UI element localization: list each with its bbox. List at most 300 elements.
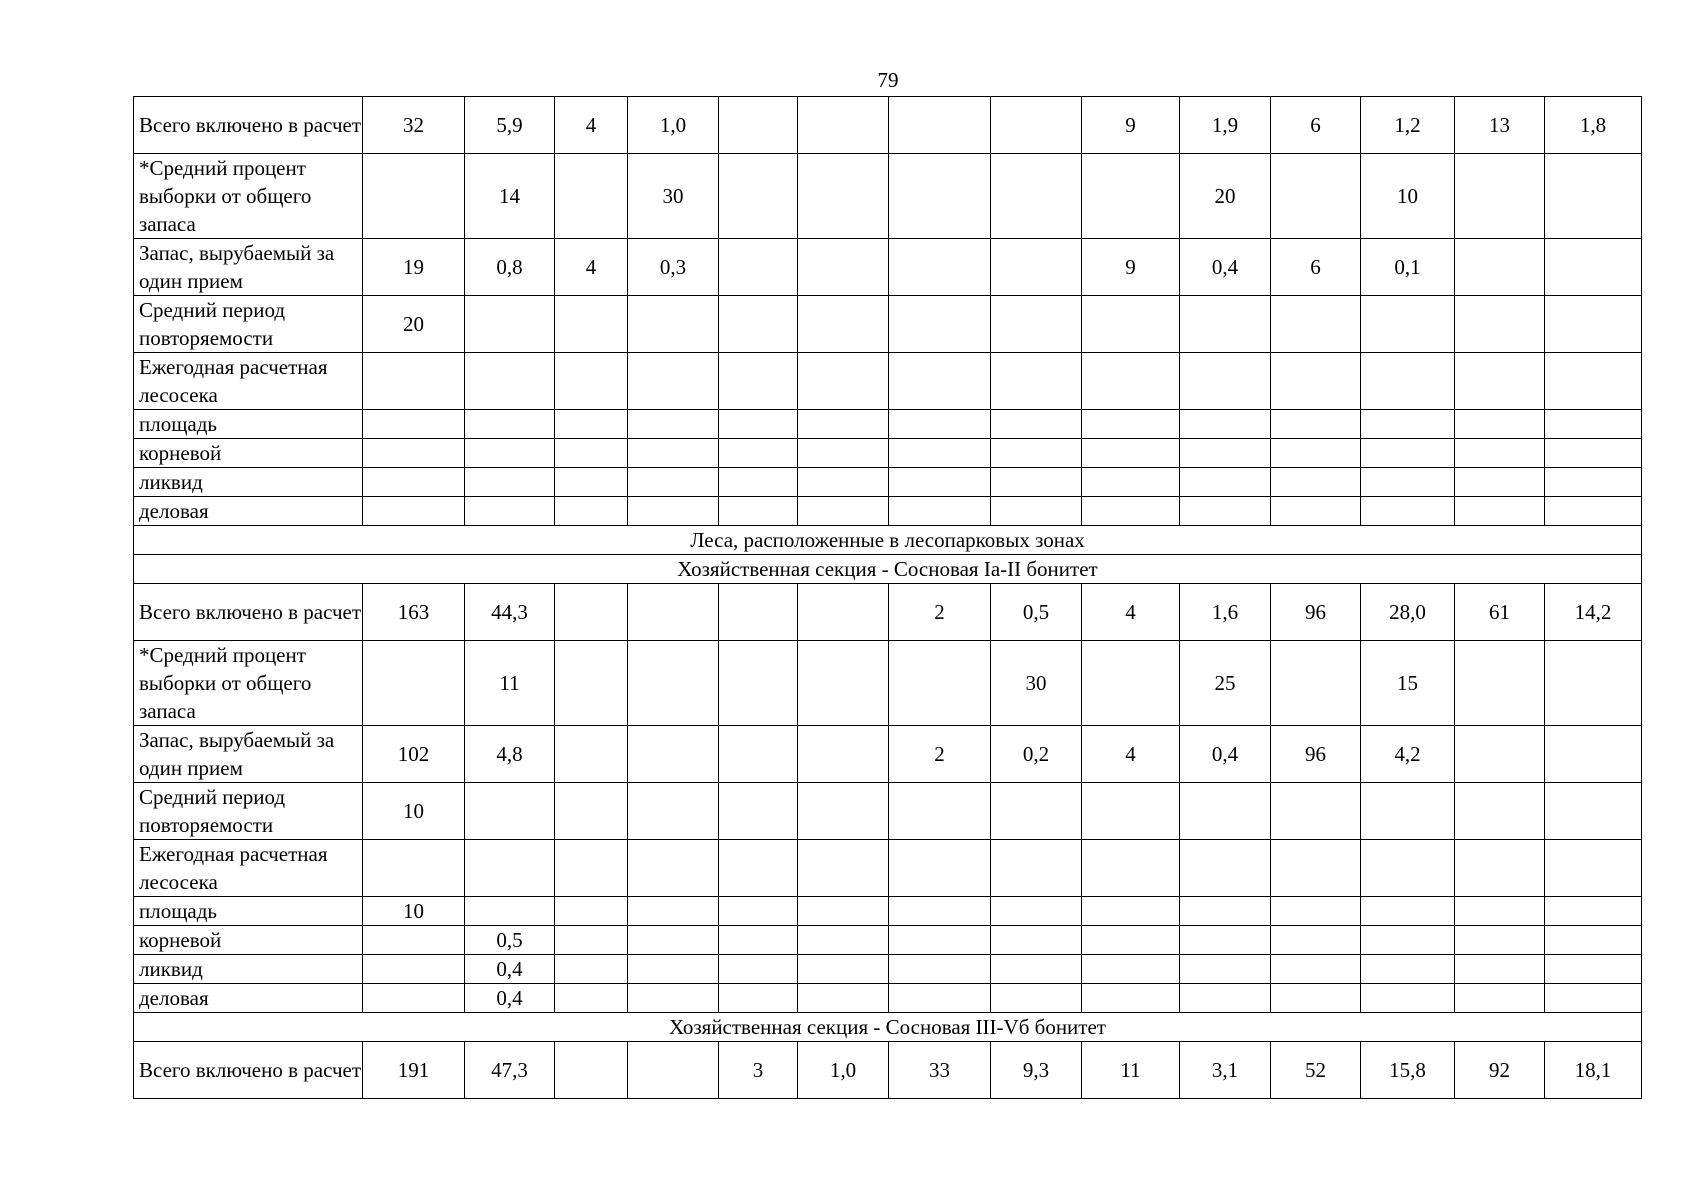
table-cell: 6 xyxy=(1271,97,1361,154)
table-cell xyxy=(798,410,889,439)
row-label: Ежегодная расчетная лесосека xyxy=(134,353,363,410)
table-cell: 61 xyxy=(1455,584,1545,641)
table-cell xyxy=(1361,840,1455,897)
section-row xyxy=(134,1013,1642,1042)
table-cell xyxy=(628,468,719,497)
table-cell xyxy=(555,897,628,926)
table-cell xyxy=(555,439,628,468)
table-cell: 19 xyxy=(363,239,465,296)
table-cell xyxy=(1545,353,1642,410)
table-cell xyxy=(1180,897,1271,926)
table-cell xyxy=(991,840,1082,897)
table-cell: 3,1 xyxy=(1180,1042,1271,1099)
table-cell xyxy=(628,641,719,726)
table-cell xyxy=(1180,439,1271,468)
table-cell: 1,9 xyxy=(1180,97,1271,154)
table-cell xyxy=(1545,239,1642,296)
table-cell xyxy=(1361,984,1455,1013)
table-cell xyxy=(1545,497,1642,526)
table-cell xyxy=(798,897,889,926)
table-cell xyxy=(555,783,628,840)
table-cell: 18,1 xyxy=(1545,1042,1642,1099)
table-cell: 1,8 xyxy=(1545,97,1642,154)
table-cell xyxy=(1271,439,1361,468)
table-cell xyxy=(798,926,889,955)
table-cell xyxy=(363,439,465,468)
table-cell xyxy=(555,726,628,783)
table-cell: 47,3 xyxy=(465,1042,555,1099)
section-row xyxy=(134,526,1642,555)
table-row xyxy=(134,497,1642,526)
table-cell: 15,8 xyxy=(1361,1042,1455,1099)
table-cell xyxy=(1271,955,1361,984)
table-cell xyxy=(555,1042,628,1099)
table-cell xyxy=(798,97,889,154)
table-cell xyxy=(628,497,719,526)
table-cell: 163 xyxy=(363,584,465,641)
table-cell xyxy=(798,783,889,840)
table-cell xyxy=(1455,783,1545,840)
table-cell xyxy=(889,154,991,239)
table-cell: 0,3 xyxy=(628,239,719,296)
table-cell xyxy=(465,439,555,468)
table-cell: 0,4 xyxy=(465,984,555,1013)
table-cell xyxy=(991,296,1082,353)
table-cell xyxy=(555,410,628,439)
table-cell xyxy=(363,497,465,526)
table-cell xyxy=(363,468,465,497)
table-cell xyxy=(555,984,628,1013)
row-label: деловая xyxy=(134,984,363,1013)
table-cell xyxy=(1082,984,1180,1013)
table-cell xyxy=(889,410,991,439)
table-row xyxy=(134,840,1642,897)
table-cell: 20 xyxy=(363,296,465,353)
table-cell xyxy=(555,497,628,526)
table-cell: 0,4 xyxy=(1180,726,1271,783)
forest-zone-heading: Леса, расположенные в лесопарковых зонах xyxy=(134,526,1642,555)
table-row xyxy=(134,353,1642,410)
table-cell xyxy=(628,353,719,410)
table-row xyxy=(134,154,1642,239)
table-cell: 11 xyxy=(465,641,555,726)
table-cell: 15 xyxy=(1361,641,1455,726)
table-cell xyxy=(991,353,1082,410)
table-cell: 4 xyxy=(555,97,628,154)
table-cell xyxy=(798,296,889,353)
table-cell xyxy=(555,840,628,897)
row-label: площадь xyxy=(134,410,363,439)
table-cell xyxy=(889,97,991,154)
table-cell xyxy=(1545,783,1642,840)
table-row xyxy=(134,1042,1642,1099)
table-cell xyxy=(1545,439,1642,468)
table-cell xyxy=(1180,497,1271,526)
table-row xyxy=(134,955,1642,984)
table-cell: 10 xyxy=(1361,154,1455,239)
table-cell: 0,5 xyxy=(991,584,1082,641)
table-cell: 1,0 xyxy=(628,97,719,154)
section-heading: Хозяйственная секция - Сосновая Ia-II бонитет xyxy=(134,555,1642,584)
table-cell xyxy=(363,410,465,439)
table-cell xyxy=(798,154,889,239)
table-cell xyxy=(1082,410,1180,439)
table-cell xyxy=(719,154,798,239)
table-cell xyxy=(1455,840,1545,897)
table-cell xyxy=(991,926,1082,955)
row-label: Ежегодная расчетная лесосека xyxy=(134,840,363,897)
table-cell xyxy=(1545,154,1642,239)
table-cell xyxy=(991,410,1082,439)
table-cell xyxy=(889,840,991,897)
table-cell xyxy=(1545,955,1642,984)
table-cell: 14,2 xyxy=(1545,584,1642,641)
table-cell xyxy=(1455,353,1545,410)
table-cell xyxy=(1361,897,1455,926)
table-cell xyxy=(628,410,719,439)
table-cell xyxy=(798,468,889,497)
table-cell xyxy=(798,353,889,410)
table-cell xyxy=(889,955,991,984)
row-label: ликвид xyxy=(134,955,363,984)
table-cell xyxy=(1082,353,1180,410)
table-cell xyxy=(1271,296,1361,353)
table-cell xyxy=(628,926,719,955)
table-cell xyxy=(1271,497,1361,526)
table-cell xyxy=(1455,296,1545,353)
table-cell xyxy=(719,955,798,984)
table-cell xyxy=(798,497,889,526)
table-cell xyxy=(719,840,798,897)
table-cell xyxy=(798,840,889,897)
table-cell: 92 xyxy=(1455,1042,1545,1099)
table-cell xyxy=(1082,955,1180,984)
table-row xyxy=(134,410,1642,439)
row-label: *Средний процент выборки от общего запаса xyxy=(134,641,363,726)
table-cell xyxy=(628,439,719,468)
table-cell xyxy=(719,783,798,840)
table-cell xyxy=(628,984,719,1013)
table-cell xyxy=(1545,726,1642,783)
table-cell: 9 xyxy=(1082,97,1180,154)
table-cell xyxy=(991,497,1082,526)
table-cell xyxy=(628,897,719,926)
row-label: корневой xyxy=(134,926,363,955)
table-cell xyxy=(991,897,1082,926)
table-cell xyxy=(1271,840,1361,897)
table-cell xyxy=(889,353,991,410)
table-cell: 52 xyxy=(1271,1042,1361,1099)
table-cell xyxy=(798,439,889,468)
row-label: Всего включено в расчет xyxy=(134,97,363,154)
table-cell xyxy=(628,1042,719,1099)
table-cell: 2 xyxy=(889,584,991,641)
table-cell xyxy=(1180,353,1271,410)
table-row xyxy=(134,439,1642,468)
table-cell xyxy=(1271,410,1361,439)
table-cell xyxy=(363,926,465,955)
table-cell: 4 xyxy=(1082,584,1180,641)
table-cell xyxy=(1082,840,1180,897)
table-cell xyxy=(798,584,889,641)
table-cell: 96 xyxy=(1271,726,1361,783)
table-cell xyxy=(465,897,555,926)
table-cell: 10 xyxy=(363,783,465,840)
table-cell xyxy=(1455,726,1545,783)
table-cell: 191 xyxy=(363,1042,465,1099)
table-row xyxy=(134,296,1642,353)
table-cell xyxy=(1455,897,1545,926)
row-label: деловая xyxy=(134,497,363,526)
table-cell: 13 xyxy=(1455,97,1545,154)
table-cell xyxy=(1271,984,1361,1013)
table-cell: 1,6 xyxy=(1180,584,1271,641)
table-cell xyxy=(363,984,465,1013)
table-cell xyxy=(628,726,719,783)
table-cell xyxy=(1361,296,1455,353)
table-cell xyxy=(1545,984,1642,1013)
table-cell xyxy=(1180,984,1271,1013)
table-cell xyxy=(991,239,1082,296)
table-cell xyxy=(465,840,555,897)
table-cell xyxy=(1455,926,1545,955)
table-cell xyxy=(991,439,1082,468)
table-cell xyxy=(889,239,991,296)
table-cell xyxy=(628,296,719,353)
table-cell xyxy=(719,926,798,955)
table-cell xyxy=(798,239,889,296)
row-label: Запас, вырубаемый за один прием xyxy=(134,239,363,296)
table-cell xyxy=(798,726,889,783)
table-cell: 2 xyxy=(889,726,991,783)
table-cell xyxy=(1545,897,1642,926)
table-cell xyxy=(363,353,465,410)
table-cell xyxy=(1361,926,1455,955)
table-cell xyxy=(1455,641,1545,726)
table-cell: 0,5 xyxy=(465,926,555,955)
table-cell: 1,0 xyxy=(798,1042,889,1099)
row-label: Всего включено в расчет xyxy=(134,584,363,641)
table-cell: 0,8 xyxy=(465,239,555,296)
table-cell xyxy=(1455,154,1545,239)
table-cell xyxy=(1545,926,1642,955)
table-cell xyxy=(1361,410,1455,439)
table-cell: 0,4 xyxy=(465,955,555,984)
table-cell xyxy=(363,154,465,239)
table-cell xyxy=(465,783,555,840)
table-cell xyxy=(1361,955,1455,984)
table-cell: 4 xyxy=(1082,726,1180,783)
table-cell xyxy=(889,439,991,468)
table-cell xyxy=(719,439,798,468)
table-cell xyxy=(889,783,991,840)
table-cell: 14 xyxy=(465,154,555,239)
table-cell xyxy=(555,641,628,726)
table-cell xyxy=(1180,296,1271,353)
row-label: корневой xyxy=(134,439,363,468)
table-cell xyxy=(465,468,555,497)
table-cell xyxy=(465,353,555,410)
row-label: Запас, вырубаемый за один прием xyxy=(134,726,363,783)
table-cell: 44,3 xyxy=(465,584,555,641)
table-row xyxy=(134,926,1642,955)
table-cell: 0,1 xyxy=(1361,239,1455,296)
table-cell xyxy=(465,296,555,353)
table-cell xyxy=(991,154,1082,239)
table-cell: 4,2 xyxy=(1361,726,1455,783)
table-cell xyxy=(719,353,798,410)
table-cell xyxy=(1455,439,1545,468)
table-cell xyxy=(1361,353,1455,410)
table-cell xyxy=(628,840,719,897)
table-cell xyxy=(1545,468,1642,497)
table-cell xyxy=(719,641,798,726)
table-cell xyxy=(1271,926,1361,955)
table-cell xyxy=(1082,154,1180,239)
table-cell xyxy=(555,296,628,353)
row-label: Средний период повторяемости xyxy=(134,783,363,840)
table-cell xyxy=(1455,955,1545,984)
table-cell: 0,2 xyxy=(991,726,1082,783)
table-cell xyxy=(1271,353,1361,410)
table-cell xyxy=(363,955,465,984)
table-cell xyxy=(719,726,798,783)
table-cell: 33 xyxy=(889,1042,991,1099)
table-cell xyxy=(555,584,628,641)
table-cell xyxy=(1082,468,1180,497)
table-cell xyxy=(1271,641,1361,726)
table-cell xyxy=(889,296,991,353)
table-cell xyxy=(1082,641,1180,726)
table-cell: 25 xyxy=(1180,641,1271,726)
table-cell: 32 xyxy=(363,97,465,154)
table-cell xyxy=(719,984,798,1013)
table-cell: 6 xyxy=(1271,239,1361,296)
table-cell xyxy=(628,584,719,641)
table-cell xyxy=(1361,439,1455,468)
row-label: площадь xyxy=(134,897,363,926)
table-cell xyxy=(991,783,1082,840)
table-cell: 4,8 xyxy=(465,726,555,783)
table-cell xyxy=(1271,783,1361,840)
table-cell xyxy=(719,410,798,439)
section-heading: Хозяйственная секция - Сосновая III-Vб бонитет xyxy=(134,1013,1642,1042)
table-cell xyxy=(889,468,991,497)
table-cell xyxy=(1180,926,1271,955)
table-row xyxy=(134,783,1642,840)
table-cell xyxy=(555,353,628,410)
table-row xyxy=(134,97,1642,154)
table-cell: 9 xyxy=(1082,239,1180,296)
table-cell: 0,4 xyxy=(1180,239,1271,296)
table-cell xyxy=(1180,783,1271,840)
table-cell: 30 xyxy=(991,641,1082,726)
table-cell xyxy=(991,984,1082,1013)
table-cell: 30 xyxy=(628,154,719,239)
table-cell xyxy=(889,897,991,926)
table-row xyxy=(134,984,1642,1013)
table-cell: 3 xyxy=(719,1042,798,1099)
table-cell xyxy=(1455,468,1545,497)
table-cell: 96 xyxy=(1271,584,1361,641)
table-cell xyxy=(628,783,719,840)
table-cell xyxy=(1082,783,1180,840)
table-cell: 20 xyxy=(1180,154,1271,239)
table-cell xyxy=(719,468,798,497)
table-cell xyxy=(889,641,991,726)
table-cell xyxy=(1180,955,1271,984)
table-cell xyxy=(1455,984,1545,1013)
table-cell xyxy=(1545,410,1642,439)
row-label: ликвид xyxy=(134,468,363,497)
table-cell xyxy=(555,955,628,984)
table-cell xyxy=(1455,410,1545,439)
table-cell xyxy=(719,584,798,641)
table-cell xyxy=(363,641,465,726)
table-cell xyxy=(1545,840,1642,897)
table-cell xyxy=(889,984,991,1013)
row-label: Средний период повторяемости xyxy=(134,296,363,353)
table-cell xyxy=(1082,439,1180,468)
table-row xyxy=(134,584,1642,641)
table-cell xyxy=(628,955,719,984)
table-cell xyxy=(991,955,1082,984)
table-cell xyxy=(1361,783,1455,840)
forest-harvest-table xyxy=(133,96,1642,1099)
table-cell xyxy=(991,468,1082,497)
table-cell xyxy=(991,97,1082,154)
table-cell xyxy=(1361,468,1455,497)
table-cell xyxy=(719,97,798,154)
table-row xyxy=(134,468,1642,497)
table-cell xyxy=(1180,840,1271,897)
table-cell xyxy=(1082,296,1180,353)
table-cell xyxy=(465,410,555,439)
table-row xyxy=(134,897,1642,926)
table-cell xyxy=(798,984,889,1013)
table-cell xyxy=(1455,497,1545,526)
table-cell xyxy=(1180,468,1271,497)
table-cell xyxy=(719,897,798,926)
table-cell xyxy=(555,154,628,239)
table-cell xyxy=(1082,897,1180,926)
table-cell xyxy=(719,239,798,296)
table-cell xyxy=(798,641,889,726)
table-row xyxy=(134,239,1642,296)
table-cell: 5,9 xyxy=(465,97,555,154)
table-cell xyxy=(1271,897,1361,926)
table-cell xyxy=(1455,239,1545,296)
page-number: 79 xyxy=(877,68,899,92)
table-row xyxy=(134,641,1642,726)
section-row xyxy=(134,555,1642,584)
table-row xyxy=(134,726,1642,783)
table-cell xyxy=(1545,641,1642,726)
table-cell xyxy=(719,296,798,353)
table-cell xyxy=(1361,497,1455,526)
table-cell xyxy=(1271,468,1361,497)
table-cell: 28,0 xyxy=(1361,584,1455,641)
table-cell: 9,3 xyxy=(991,1042,1082,1099)
table-cell xyxy=(1545,296,1642,353)
table-cell xyxy=(798,955,889,984)
table-cell: 4 xyxy=(555,239,628,296)
table-cell xyxy=(363,840,465,897)
table-cell xyxy=(1082,497,1180,526)
table-cell xyxy=(555,926,628,955)
table-cell: 102 xyxy=(363,726,465,783)
table-cell xyxy=(889,497,991,526)
